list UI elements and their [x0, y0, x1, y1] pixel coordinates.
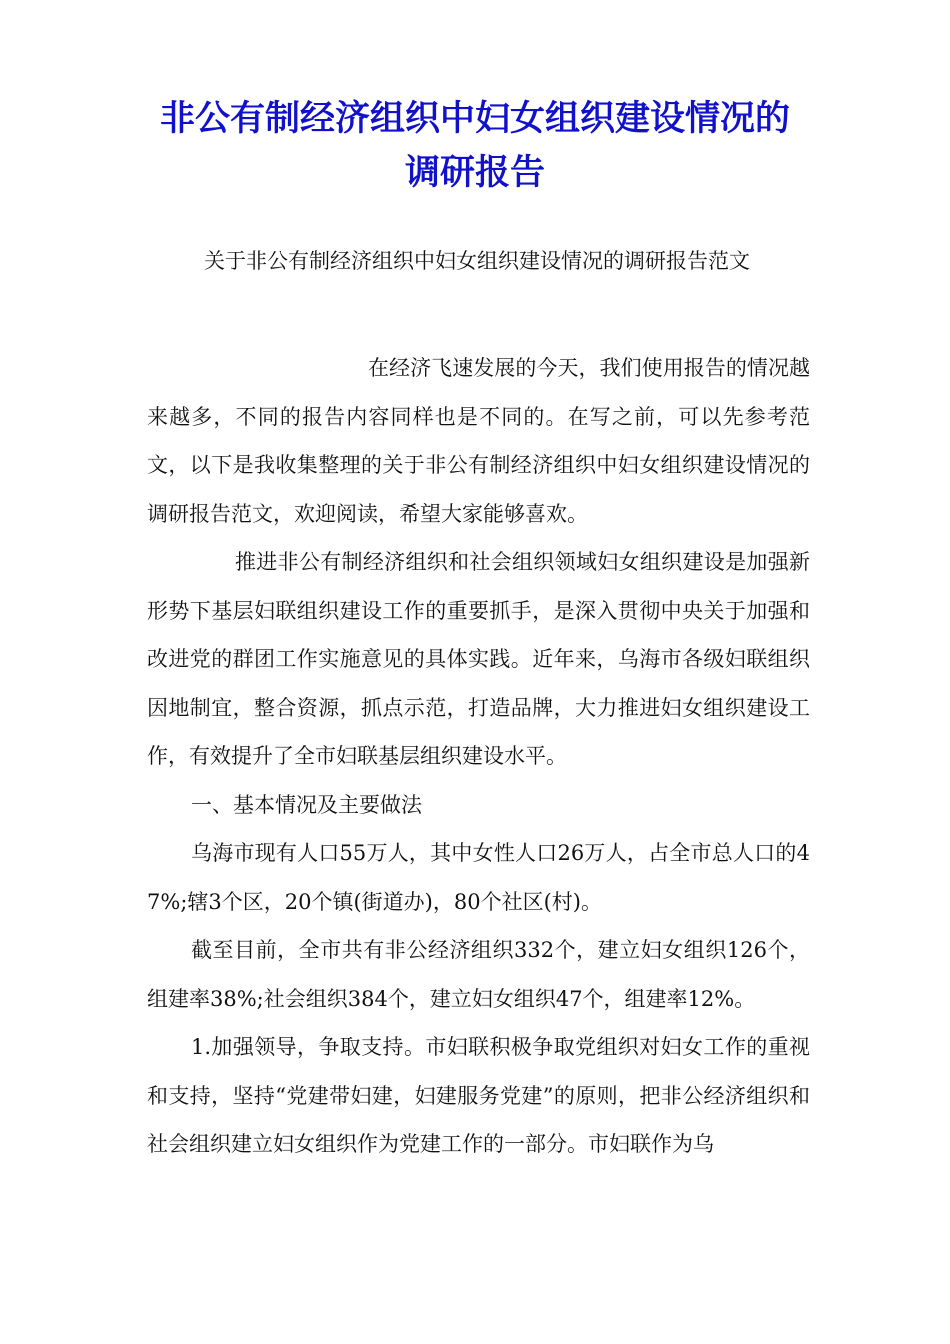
title-line-1: 非公有制经济组织中妇女组织建设情况的 [159, 99, 790, 139]
section-heading: 一、基本情况及主要做法 [191, 792, 422, 817]
document-subtitle: 关于非公有制经济组织中妇女组织建设情况的调研报告范文 [204, 249, 750, 273]
paragraph-population: 乌海市现有人口55万人，其中女性人口26万人，占全市总人口的47%;辖3个区，20个镇(街道办)，80个社区(村)。 [147, 841, 810, 914]
title-line-2: 调研报告 [404, 153, 545, 193]
paragraph-intro: 在经济飞速发展的今天，我们使用报告的情况越来越多，不同的报告内容同样也是不同的。在写之前，可以先参考范文，以下是我收集整理的关于非公有制经济组织中妇女组织建设情况的调研报告范文，欢迎阅读，希望大家能够喜欢。 [147, 356, 810, 526]
paragraph-leadership: 1.加强领导，争取支持。市妇联积极争取党组织对妇女工作的重视和支持，坚持“党建带妇建，妇建服务党建”的原则，把非公经济组织和社会组织建立妇女组织作为党建工作的一部分。市妇联作为乌 [147, 1035, 810, 1156]
paragraph-statistics: 截至目前，全市共有非公经济组织332个，建立妇女组织126个，组建率38%;社会组织384个，建立妇女组织47个，组建率12%。 [147, 938, 810, 1011]
document-body [147, 344, 810, 1169]
document-title [140, 92, 810, 200]
paragraph-overview: 推进非公有制经济组织和社会组织领域妇女组织建设是加强新形势下基层妇联组织建设工作的重要抓手，是深入贯彻中央关于加强和改进党的群团工作实施意见的具体实践。近年来，乌海市各级妇联组织因地制宜，整合资源，抓点示范，打造品牌，大力推进妇女组织建设工作，有效提升了全市妇联基层组织建设水平。 [147, 550, 810, 768]
